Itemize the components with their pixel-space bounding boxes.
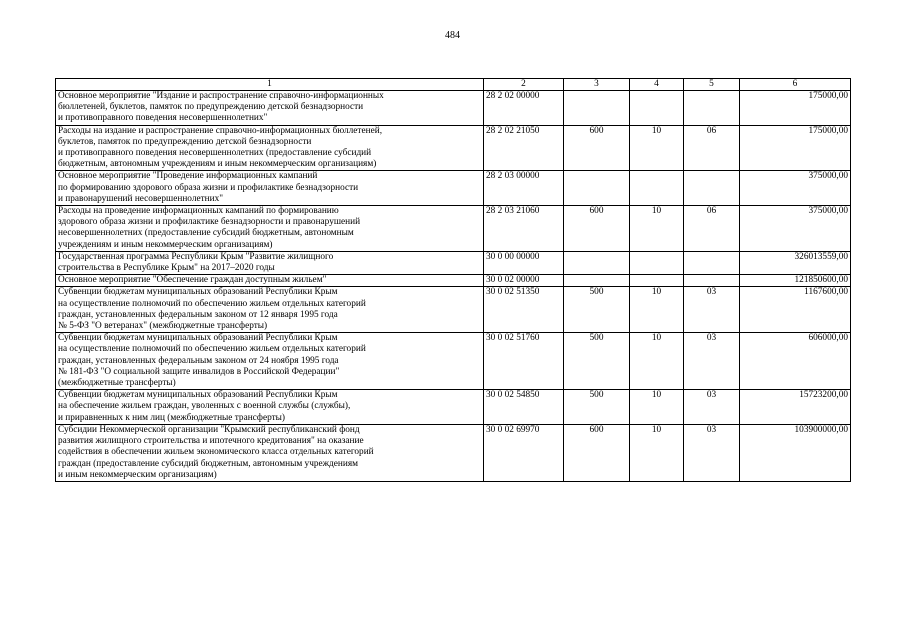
row-expense-type (564, 275, 630, 287)
table-row (56, 125, 851, 171)
row-subsection: 03 (684, 424, 740, 481)
row-amount: 15723200,00 (740, 390, 851, 425)
row-target-code: 28 2 02 21050 (484, 125, 564, 171)
row-section (630, 275, 684, 287)
table-row (56, 275, 851, 287)
row-name: Основное мероприятие "Издание и распространение справочно-информационных бюллетеней, буклетов, памяток по предупреждению детской безнадзорности и противоправного поведения несовершеннолетних" (56, 91, 484, 126)
column-header-code: 2 (484, 79, 564, 91)
row-amount: 1167600,00 (740, 287, 851, 333)
row-section: 10 (630, 125, 684, 171)
budget-table (55, 78, 851, 482)
table-row (56, 171, 851, 206)
row-subsection: 03 (684, 287, 740, 333)
table-row (56, 333, 851, 390)
table-header-row (56, 79, 851, 91)
row-section: 10 (630, 287, 684, 333)
table-row (56, 251, 851, 274)
row-amount: 375000,00 (740, 171, 851, 206)
row-section (630, 91, 684, 126)
row-amount: 175000,00 (740, 91, 851, 126)
row-name: Основное мероприятие "Проведение информационных кампаний по формированию здорового образа жизни и профилактике безнадзорности и правонарушений несовершеннолетних" (56, 171, 484, 206)
row-name: Государственная программа Республики Крым "Развитие жилищного строительства в Республике Крым" на 2017–2020 годы (56, 251, 484, 274)
page-number: 484 (445, 30, 460, 41)
row-expense-type (564, 91, 630, 126)
row-expense-type: 500 (564, 287, 630, 333)
table-row (56, 390, 851, 425)
row-section: 10 (630, 333, 684, 390)
row-subsection: 06 (684, 125, 740, 171)
row-amount: 121850600,00 (740, 275, 851, 287)
table-row (56, 287, 851, 333)
row-expense-type: 500 (564, 390, 630, 425)
column-header-subsection: 5 (684, 79, 740, 91)
row-expense-type: 600 (564, 125, 630, 171)
row-target-code: 30 0 02 00000 (484, 275, 564, 287)
row-subsection: 03 (684, 390, 740, 425)
column-header-expense-type: 3 (564, 79, 630, 91)
row-section (630, 251, 684, 274)
row-expense-type (564, 251, 630, 274)
row-target-code: 30 0 02 51350 (484, 287, 564, 333)
row-subsection (684, 275, 740, 287)
row-section: 10 (630, 390, 684, 425)
row-target-code: 28 2 03 21060 (484, 206, 564, 252)
row-target-code: 30 0 02 69970 (484, 424, 564, 481)
row-subsection: 03 (684, 333, 740, 390)
row-expense-type: 600 (564, 424, 630, 481)
row-section: 10 (630, 424, 684, 481)
row-subsection (684, 171, 740, 206)
row-amount: 175000,00 (740, 125, 851, 171)
row-name: Расходы на проведение информационных кампаний по формированию здорового образа жизни и профилактике безнадзорности и правонарушений несовершеннолетних (предоставление субсидий бюджетным, автономным учреждениям и иным некоммерческим организациям) (56, 206, 484, 252)
row-amount: 375000,00 (740, 206, 851, 252)
row-name: Субсидии Некоммерческой организации "Крымский республиканский фонд развития жилищного строительства и ипотечного кредитования" на оказание содействия в обеспечении жильем экономического класса отдельных категорий граждан (предоставление субсидий бюджетным, автономным учреждениям и иным некоммерческим организациям) (56, 424, 484, 481)
row-name: Расходы на издание и распространение справочно-информационных бюллетеней, буклетов, памяток по предупреждению детской безнадзорности и противоправного поведения несовершеннолетних (предоставление субсидий бюджетным, автономным учреждениям и иным некоммерческим организациям) (56, 125, 484, 171)
column-header-section: 4 (630, 79, 684, 91)
row-section (630, 171, 684, 206)
row-target-code: 30 0 02 54850 (484, 390, 564, 425)
table-row (56, 91, 851, 126)
row-name: Субвенции бюджетам муниципальных образований Республики Крым на обеспечение жильем граждан, уволенных с военной службы (службы), и приравненных к ним лиц (межбюджетные трансферты) (56, 390, 484, 425)
column-header-name: 1 (56, 79, 484, 91)
table-row (56, 206, 851, 252)
row-target-code: 30 0 00 00000 (484, 251, 564, 274)
row-expense-type: 600 (564, 206, 630, 252)
row-target-code: 30 0 02 51760 (484, 333, 564, 390)
row-section: 10 (630, 206, 684, 252)
row-name: Основное мероприятие "Обеспечение граждан доступным жильем" (56, 275, 484, 287)
row-amount: 326013559,00 (740, 251, 851, 274)
row-expense-type: 500 (564, 333, 630, 390)
row-expense-type (564, 171, 630, 206)
row-name: Субвенции бюджетам муниципальных образований Республики Крым на осуществление полномочий по обеспечению жильем отдельных категорий граждан, установленных федеральным законом от 24 ноября 1995 года № 181-ФЗ "О социальной защите инвалидов в Российской Федерации" (межбюджетные трансферты) (56, 333, 484, 390)
row-subsection (684, 91, 740, 126)
table-row (56, 424, 851, 481)
row-subsection (684, 251, 740, 274)
row-subsection: 06 (684, 206, 740, 252)
row-amount: 103900000,00 (740, 424, 851, 481)
row-target-code: 28 2 03 00000 (484, 171, 564, 206)
column-header-amount: 6 (740, 79, 851, 91)
row-target-code: 28 2 02 00000 (484, 91, 564, 126)
row-amount: 606000,00 (740, 333, 851, 390)
row-name: Субвенции бюджетам муниципальных образований Республики Крым на осуществление полномочий по обеспечению жильем отдельных категорий граждан, установленных федеральным законом от 12 января 1995 года № 5-ФЗ "О ветеранах" (межбюджетные трансферты) (56, 287, 484, 333)
